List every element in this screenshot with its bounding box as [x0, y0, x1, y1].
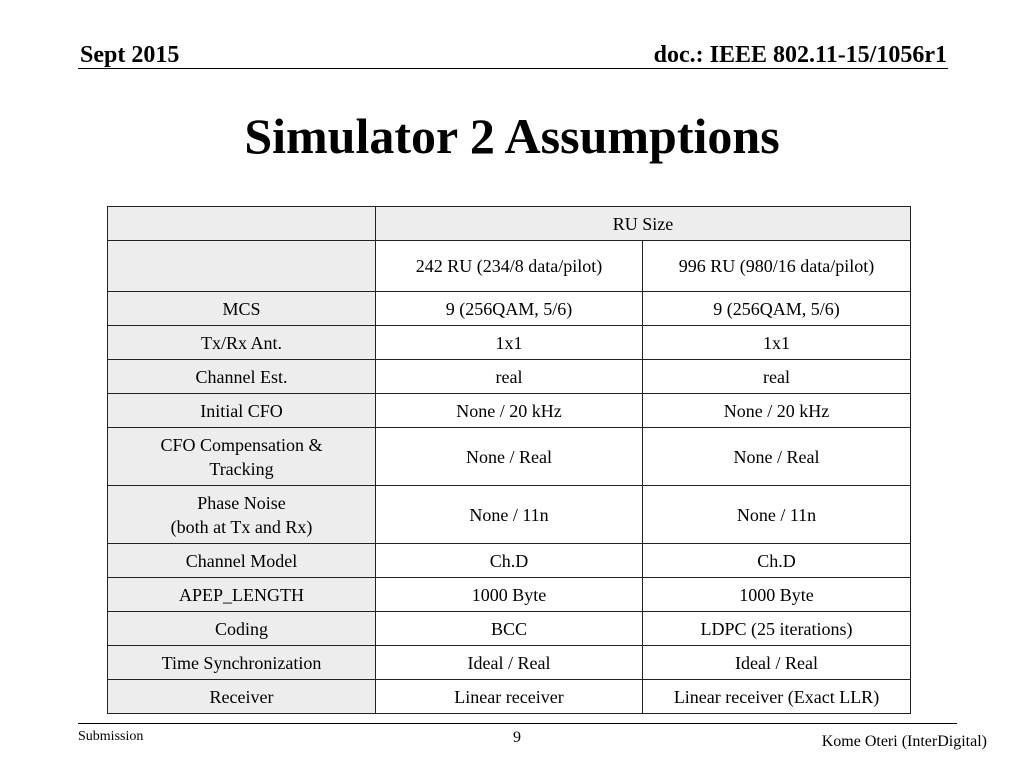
cell-996ru: LDPC (25 iterations) — [643, 612, 911, 646]
assumptions-table-container — [107, 206, 911, 714]
cell-996ru: Ch.D — [643, 544, 911, 578]
table-row — [108, 292, 911, 326]
cell-996ru: real — [643, 360, 911, 394]
row-label-line: Coding — [214, 618, 268, 639]
table-row — [108, 360, 911, 394]
row-label-line: Time Synchronization — [161, 652, 322, 673]
row-label — [108, 612, 376, 646]
column-header-242ru: 242 RU (234/8 data/pilot) — [376, 241, 643, 292]
table-group-header-row — [108, 207, 911, 241]
table-row — [108, 578, 911, 612]
cell-996ru: Linear receiver (Exact LLR) — [643, 680, 911, 714]
cell-996ru: Ideal / Real — [643, 646, 911, 680]
header-date: Sept 2015 — [80, 42, 180, 68]
table-row — [108, 680, 911, 714]
row-label-line: Tracking — [209, 458, 274, 479]
cell-996ru: None / 20 kHz — [643, 394, 911, 428]
row-label — [108, 486, 376, 544]
table-row — [108, 428, 911, 486]
table-row — [108, 544, 911, 578]
row-label-line: CFO Compensation & — [160, 434, 323, 455]
cell-242ru: None / Real — [376, 428, 643, 486]
header-doc-id: doc.: IEEE 802.11-15/1056r1 — [653, 42, 947, 68]
row-label — [108, 578, 376, 612]
cell-996ru: 1000 Byte — [643, 578, 911, 612]
row-label-line: Channel Model — [185, 550, 298, 571]
cell-242ru: Ch.D — [376, 544, 643, 578]
row-label-line: Initial CFO — [200, 400, 283, 421]
table-corner-cell — [108, 241, 376, 292]
row-label-line: MCS — [222, 298, 261, 319]
page-number: 9 — [513, 729, 521, 746]
cell-996ru: None / Real — [643, 428, 911, 486]
table-column-header-row — [108, 241, 911, 292]
row-label — [108, 292, 376, 326]
cell-242ru: 1x1 — [376, 326, 643, 360]
cell-996ru: 1x1 — [643, 326, 911, 360]
row-label-line: (both at Tx and Rx) — [170, 516, 313, 537]
ru-size-header: RU Size — [376, 207, 911, 241]
row-label — [108, 326, 376, 360]
row-label — [108, 394, 376, 428]
cell-242ru: 1000 Byte — [376, 578, 643, 612]
table-row — [108, 394, 911, 428]
cell-996ru: 9 (256QAM, 5/6) — [643, 292, 911, 326]
row-label-line: Phase Noise — [197, 492, 286, 513]
table-row — [108, 486, 911, 544]
footer-author: Kome Oteri (InterDigital) — [821, 733, 987, 750]
footer-divider — [78, 723, 957, 724]
cell-242ru: 9 (256QAM, 5/6) — [376, 292, 643, 326]
row-label — [108, 428, 376, 486]
cell-242ru: Ideal / Real — [376, 646, 643, 680]
row-label — [108, 646, 376, 680]
assumptions-table — [107, 206, 911, 714]
header-divider — [78, 68, 948, 69]
row-label-line: Tx/Rx Ant. — [200, 332, 282, 353]
cell-242ru: real — [376, 360, 643, 394]
cell-242ru: BCC — [376, 612, 643, 646]
row-label-line: Receiver — [209, 686, 274, 707]
footer-submission: Submission — [78, 729, 144, 744]
row-label-line: Channel Est. — [195, 366, 288, 387]
row-label-line: APEP_LENGTH — [179, 584, 304, 605]
table-row — [108, 646, 911, 680]
row-label — [108, 360, 376, 394]
slide-title: Simulator 2 Assumptions — [244, 108, 780, 164]
row-label — [108, 680, 376, 714]
cell-242ru: None / 11n — [376, 486, 643, 544]
table-row — [108, 326, 911, 360]
cell-242ru: Linear receiver — [376, 680, 643, 714]
column-header-996ru: 996 RU (980/16 data/pilot) — [643, 241, 911, 292]
cell-996ru: None / 11n — [643, 486, 911, 544]
table-row — [108, 612, 911, 646]
table-corner-cell — [108, 207, 376, 241]
row-label — [108, 544, 376, 578]
cell-242ru: None / 20 kHz — [376, 394, 643, 428]
